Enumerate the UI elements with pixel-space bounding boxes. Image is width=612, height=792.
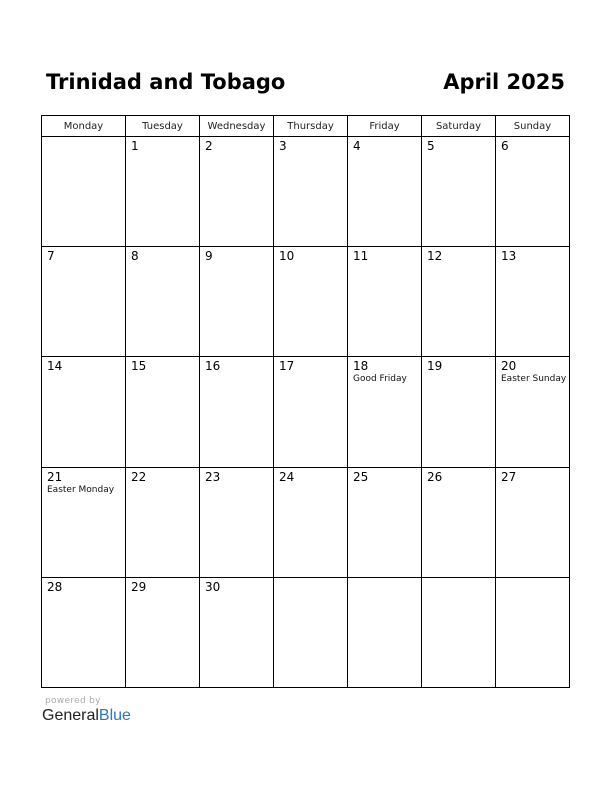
logo-blue-text: Blue	[98, 707, 131, 724]
day-number: 14	[47, 359, 63, 374]
day-number: 18	[353, 359, 369, 374]
day-number: 24	[279, 469, 295, 484]
day-number: 4	[353, 139, 361, 153]
day-cell	[274, 137, 348, 247]
day-cell	[496, 357, 570, 467]
day-number	[422, 578, 495, 580]
day-number: 10	[279, 249, 295, 264]
day-cell	[348, 137, 422, 247]
day-number: 3	[279, 139, 287, 153]
day-cell	[42, 467, 126, 577]
day-cell	[348, 247, 422, 357]
day-number	[274, 578, 347, 580]
day-cell	[496, 577, 570, 687]
day-number: 17	[279, 359, 295, 374]
day-number: 19	[427, 359, 443, 374]
day-number: 13	[501, 249, 517, 264]
weekday-header: Tuesday	[126, 116, 200, 137]
day-number: 21	[47, 469, 63, 484]
day-cell	[200, 357, 274, 467]
day-cell	[200, 577, 274, 687]
week-row	[42, 247, 570, 357]
day-number: 23	[205, 469, 221, 484]
weekday-header: Saturday	[422, 116, 496, 137]
day-number	[348, 578, 421, 580]
day-cell	[422, 467, 496, 577]
holiday-label: Good Friday	[353, 374, 407, 385]
day-cell	[126, 137, 200, 247]
holiday-label: Easter Monday	[47, 484, 115, 495]
day-cell	[126, 577, 200, 687]
day-cell	[274, 577, 348, 687]
calendar-grid	[41, 115, 570, 688]
day-number: 26	[427, 469, 443, 484]
day-cell	[42, 137, 126, 247]
day-cell	[126, 357, 200, 467]
day-cell	[422, 577, 496, 687]
weekday-header: Friday	[348, 116, 422, 137]
week-row	[42, 577, 570, 687]
day-cell	[274, 357, 348, 467]
day-number: 29	[131, 579, 147, 594]
day-cell	[200, 137, 274, 247]
day-number	[42, 137, 125, 139]
generalblue-logo[interactable]	[42, 707, 131, 725]
weekday-header: Thursday	[274, 116, 348, 137]
week-row	[42, 137, 570, 247]
day-cell	[42, 577, 126, 687]
day-number: 30	[205, 579, 221, 594]
weekday-header: Wednesday	[200, 116, 274, 137]
day-cell	[274, 247, 348, 357]
day-cell	[496, 137, 570, 247]
weekday-header-row	[42, 116, 570, 137]
day-number: 12	[427, 249, 443, 264]
calendar-country-title: Trinidad and Tobago	[46, 70, 286, 94]
day-cell	[348, 357, 422, 467]
day-number: 6	[501, 139, 509, 153]
day-number: 28	[47, 579, 63, 594]
day-number: 27	[501, 469, 517, 484]
week-row	[42, 357, 570, 467]
week-row	[42, 467, 570, 577]
day-cell	[422, 137, 496, 247]
day-number: 9	[205, 249, 213, 264]
weekday-header: Sunday	[496, 116, 570, 137]
day-cell	[422, 247, 496, 357]
weekday-header: Monday	[42, 116, 126, 137]
day-cell	[422, 357, 496, 467]
calendar-month-title: April 2025	[443, 70, 565, 94]
day-cell	[496, 247, 570, 357]
day-number: 11	[353, 249, 369, 264]
day-cell	[496, 467, 570, 577]
day-cell	[348, 467, 422, 577]
day-cell	[200, 247, 274, 357]
day-cell	[348, 577, 422, 687]
day-number: 1	[131, 139, 139, 153]
day-number: 25	[353, 469, 369, 484]
day-number: 15	[131, 359, 147, 374]
day-cell	[42, 357, 126, 467]
day-number: 22	[131, 469, 147, 484]
day-number: 5	[427, 139, 435, 153]
day-number	[496, 578, 569, 580]
day-cell	[42, 247, 126, 357]
day-cell	[200, 467, 274, 577]
day-number: 2	[205, 139, 213, 153]
day-cell	[126, 467, 200, 577]
logo-general-text: General	[42, 707, 99, 724]
holiday-label: Easter Sunday	[501, 374, 567, 385]
day-number: 7	[47, 249, 55, 264]
day-cell	[126, 247, 200, 357]
day-cell	[274, 467, 348, 577]
day-number: 16	[205, 359, 221, 374]
day-number: 8	[131, 249, 139, 264]
day-number: 20	[501, 359, 517, 374]
powered-by-text: powered by	[45, 696, 101, 706]
